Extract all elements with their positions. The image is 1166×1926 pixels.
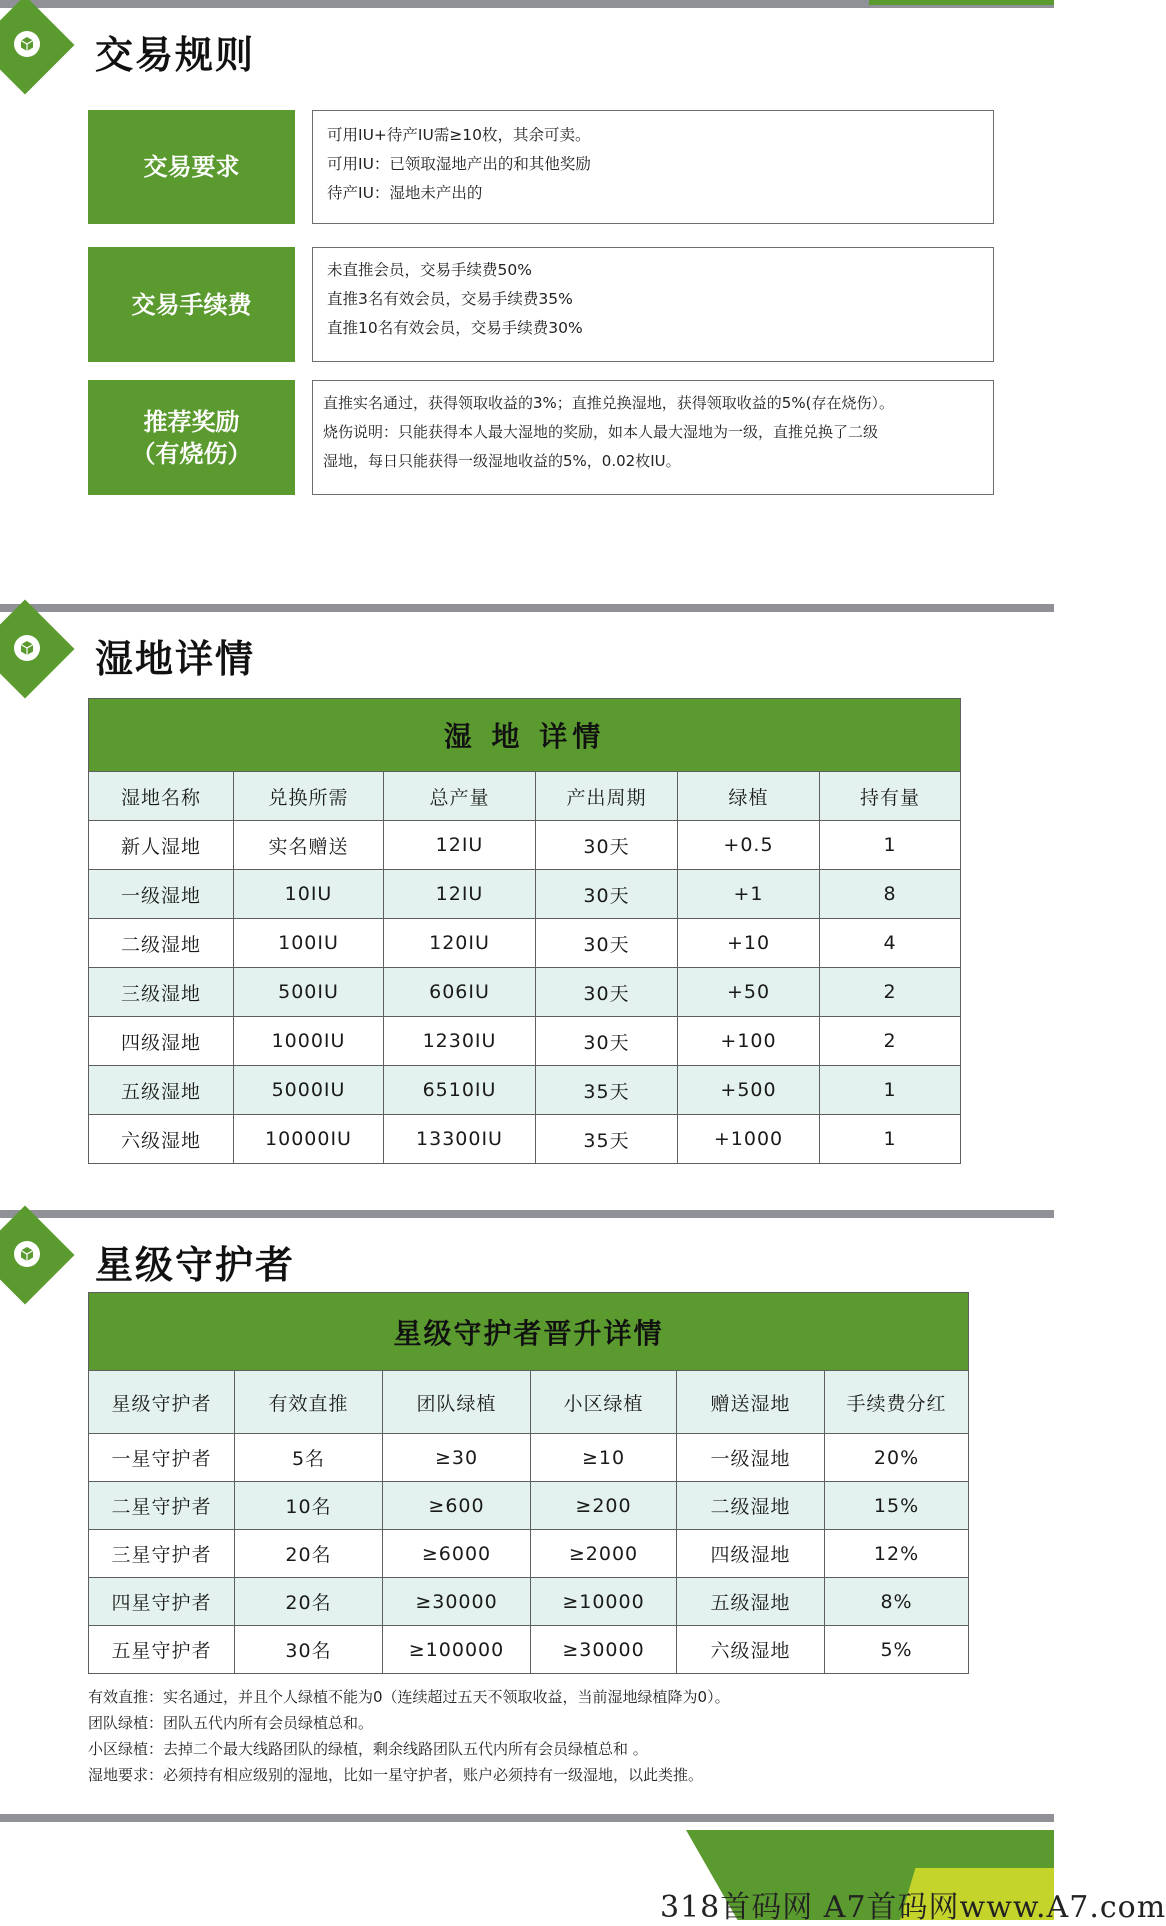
table-row [89, 1115, 961, 1164]
table-cell: 四级湿地 [89, 1017, 234, 1066]
table-cell: 2 [820, 968, 961, 1017]
column-header: 产出周期 [536, 772, 678, 821]
table-cell: 二级湿地 [89, 919, 234, 968]
table-cell: 30天 [536, 968, 678, 1017]
table-cell: 10IU [234, 870, 384, 919]
rule-line: 可用IU：已领取湿地产出的和其他奖励 [327, 155, 591, 173]
rule-content-box [312, 380, 994, 495]
cube-icon [14, 635, 40, 661]
table-row [89, 1482, 969, 1530]
column-header: 兑换所需 [234, 772, 384, 821]
table-cell: 30天 [536, 1017, 678, 1066]
table-row [89, 1017, 961, 1066]
top-accent-bar [869, 0, 1054, 5]
table-cell: ≥30 [383, 1434, 531, 1482]
table-cell: 12IU [384, 870, 536, 919]
table-cell: 一星守护者 [89, 1434, 235, 1482]
table-cell: 606IU [384, 968, 536, 1017]
table-row [89, 1578, 969, 1626]
section-separator [0, 604, 1054, 612]
section-title-rules: 交易规则 [95, 33, 256, 77]
rule-label [88, 380, 295, 495]
table-cell: ≥6000 [383, 1530, 531, 1578]
table-cell: 1 [820, 1066, 961, 1115]
rule-line: 直推10名有效会员，交易手续费30% [327, 319, 583, 337]
column-header: 绿植 [678, 772, 820, 821]
rule-line: 湿地，每日只能获得一级湿地收益的5%，0.02枚IU。 [323, 452, 681, 470]
table-cell: 20% [825, 1434, 969, 1482]
rule-row-referral [88, 380, 994, 495]
table-cell: 35天 [536, 1066, 678, 1115]
table-cell: 6510IU [384, 1066, 536, 1115]
table-row [89, 919, 961, 968]
table-cell: 12IU [384, 821, 536, 870]
table-cell: ≥10000 [531, 1578, 677, 1626]
rule-label [88, 247, 295, 362]
table-cell: ≥200 [531, 1482, 677, 1530]
table-row [89, 821, 961, 870]
table-row [89, 1066, 961, 1115]
table-cell: 五级湿地 [677, 1578, 825, 1626]
table-cell: 四星守护者 [89, 1578, 235, 1626]
table-cell: ≥2000 [531, 1530, 677, 1578]
table-cell: 4 [820, 919, 961, 968]
rule-content-box [312, 110, 994, 224]
table-cell: 1 [820, 821, 961, 870]
table-header-row [89, 1371, 969, 1434]
watermark-text: 318首码网 A7首码网www.A7.com [660, 1890, 1166, 1925]
table-cell: 13300IU [384, 1115, 536, 1164]
table-row [89, 1530, 969, 1578]
bottom-separator [0, 1814, 1054, 1822]
table-cell: ≥10 [531, 1434, 677, 1482]
table-cell: +0.5 [678, 821, 820, 870]
column-header: 团队绿植 [383, 1371, 531, 1434]
note-line: 小区绿植：去掉二个最大线路团队的绿植，剩余线路团队五代内所有会员绿植总和 。 [88, 1740, 648, 1758]
table-cell: ≥100000 [383, 1626, 531, 1674]
table-cell: 35天 [536, 1115, 678, 1164]
table-cell: 10名 [235, 1482, 383, 1530]
table-row [89, 1434, 969, 1482]
table-cell: ≥30000 [531, 1626, 677, 1674]
rule-row-requirements [88, 110, 994, 224]
rules-section-header [0, 10, 1054, 110]
table-cell: ≥30000 [383, 1578, 531, 1626]
column-header: 总产量 [384, 772, 536, 821]
rule-line: 直推实名通过，获得领取收益的3%；直推兑换湿地，获得领取收益的5%(存在烧伤）。 [323, 394, 894, 412]
section-title-guardian: 星级守护者 [95, 1243, 296, 1287]
guardian-table [88, 1292, 969, 1674]
table-cell: 8% [825, 1578, 969, 1626]
table-cell: 15% [825, 1482, 969, 1530]
table-cell: +100 [678, 1017, 820, 1066]
table-cell: 二星守护者 [89, 1482, 235, 1530]
column-header: 手续费分红 [825, 1371, 969, 1434]
column-header: 星级守护者 [89, 1371, 235, 1434]
table-cell: 30名 [235, 1626, 383, 1674]
table-cell: 六级湿地 [677, 1626, 825, 1674]
guardian-table-caption: 星级守护者晋升详情 [89, 1293, 969, 1371]
table-cell: +10 [678, 919, 820, 968]
cube-icon [14, 31, 40, 57]
table-cell: 1000IU [234, 1017, 384, 1066]
rule-label [88, 110, 295, 224]
notes-block [88, 1684, 730, 1788]
rule-row-fees [88, 247, 994, 362]
table-cell: 四级湿地 [677, 1530, 825, 1578]
table-cell: 1230IU [384, 1017, 536, 1066]
rule-line: 未直推会员，交易手续费50% [327, 261, 532, 279]
table-cell: 1 [820, 1115, 961, 1164]
table-header-row [89, 772, 961, 821]
note-line: 湿地要求：必须持有相应级别的湿地，比如一星守护者，账户必须持有一级湿地，以此类推。 [88, 1766, 704, 1784]
table-cell: 一级湿地 [89, 870, 234, 919]
column-header: 湿地名称 [89, 772, 234, 821]
table-cell: 5% [825, 1626, 969, 1674]
rule-line: 烧伤说明：只能获得本人最大湿地的奖励，如本人最大湿地为一级，直推兑换了二级 [323, 423, 879, 441]
table-cell: 五星守护者 [89, 1626, 235, 1674]
table-cell: 10000IU [234, 1115, 384, 1164]
rule-label-text: 推荐奖励 [143, 407, 240, 436]
table-cell: 五级湿地 [89, 1066, 234, 1115]
table-cell: 120IU [384, 919, 536, 968]
rule-content-box [312, 247, 994, 362]
table-cell: 2 [820, 1017, 961, 1066]
table-cell: 12% [825, 1530, 969, 1578]
table-cell: 500IU [234, 968, 384, 1017]
table-cell: 8 [820, 870, 961, 919]
table-cell: ≥600 [383, 1482, 531, 1530]
table-cell: 5000IU [234, 1066, 384, 1115]
table-cell: 三级湿地 [89, 968, 234, 1017]
table-cell: 100IU [234, 919, 384, 968]
table-cell: 六级湿地 [89, 1115, 234, 1164]
table-cell: +50 [678, 968, 820, 1017]
section-separator [0, 1210, 1054, 1218]
wetland-table-caption: 湿 地 详情 [89, 699, 961, 772]
rule-label-text: 交易要求 [143, 153, 240, 181]
column-header: 持有量 [820, 772, 961, 821]
rule-line: 直推3名有效会员，交易手续费35% [327, 290, 573, 308]
table-cell: 一级湿地 [677, 1434, 825, 1482]
table-cell: 20名 [235, 1530, 383, 1578]
rule-label-text: （有烧伤） [131, 439, 252, 468]
table-cell: +1 [678, 870, 820, 919]
table-cell: 30天 [536, 821, 678, 870]
column-header: 有效直推 [235, 1371, 383, 1434]
table-cell: 30天 [536, 919, 678, 968]
rule-line: 待产IU：湿地未产出的 [327, 184, 483, 202]
cube-icon [14, 1241, 40, 1267]
note-line: 有效直推：实名通过，并且个人绿植不能为0（连续超过五天不领取收益，当前湿地绿植降为0）。 [88, 1688, 730, 1706]
rule-line: 可用IU+待产IU需≥10枚，其余可卖。 [327, 126, 591, 144]
table-row [89, 870, 961, 919]
table-cell: 实名赠送 [234, 821, 384, 870]
column-header: 赠送湿地 [677, 1371, 825, 1434]
table-cell: 二级湿地 [677, 1482, 825, 1530]
table-cell: 三星守护者 [89, 1530, 235, 1578]
table-cell: 30天 [536, 870, 678, 919]
note-line: 团队绿植：团队五代内所有会员绿植总和。 [88, 1714, 374, 1732]
rule-label-text: 交易手续费 [131, 290, 252, 319]
table-cell: 20名 [235, 1578, 383, 1626]
section-title-wetland: 湿地详情 [95, 637, 256, 681]
table-cell: 新人湿地 [89, 821, 234, 870]
table-row [89, 968, 961, 1017]
column-header: 小区绿植 [531, 1371, 677, 1434]
table-cell: 5名 [235, 1434, 383, 1482]
table-cell: +500 [678, 1066, 820, 1115]
table-cell: +1000 [678, 1115, 820, 1164]
table-row [89, 1626, 969, 1674]
wetland-table [88, 698, 961, 1164]
